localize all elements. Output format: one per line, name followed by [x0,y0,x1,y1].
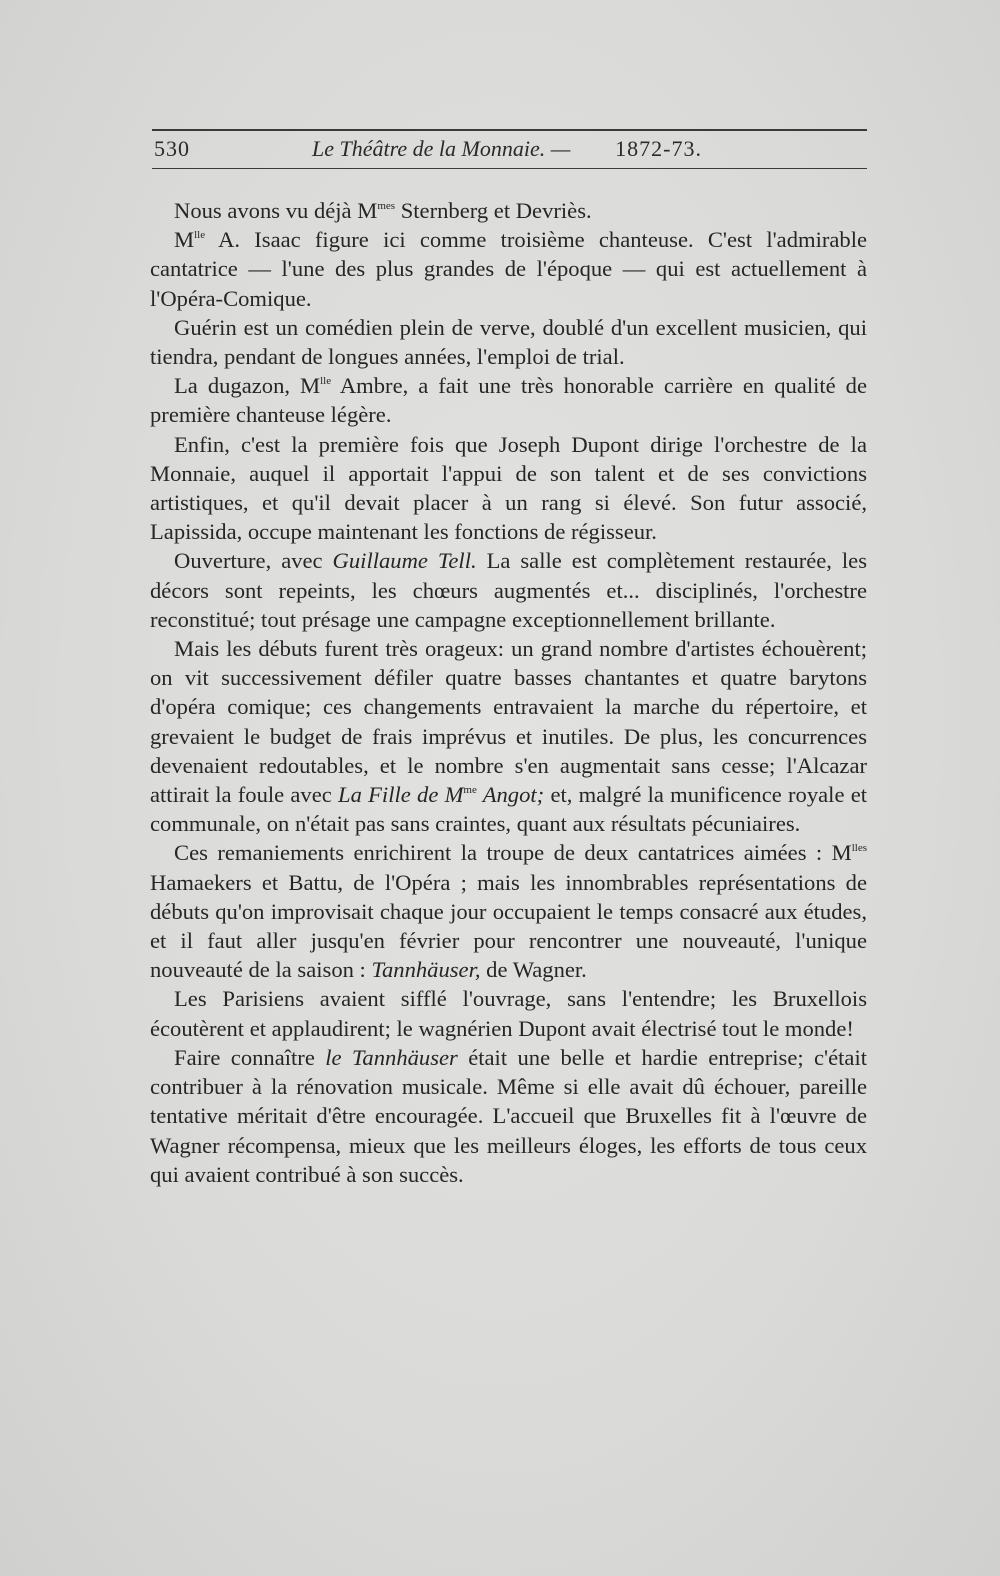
superscript: lle [194,229,206,242]
paragraph-8 [150,838,867,984]
text-run: Ces remaniements enrichirent la troupe de deux cantatrices aimées : M [174,840,852,866]
paragraph-5: Enfin, c'est la première fois que Joseph Dupont dirige l'orchestre de la Monnaie, auquel il apportait l'appui de son talent et de ses convictions artistiques, et qu'il devait placer à un rang si élevé. Son futur associé, Lapissida, occupe maintenant les fonctions de régisseur. [150,431,867,545]
italic-title: Angot; [476,782,545,808]
superscript: lle [320,375,332,388]
text-run: A. Isaac figure ici comme troisième chanteuse. C'est l'admirable cantatrice — l'une des plus grandes de l'époque — qui est actuellement à l'Opéra-Comique. [150,227,867,311]
text-run: La salle est complètement restaurée, les décors sont repeints, les chœurs augmentés et... disciplinés, l'orchestre reconstitué; tout présage une campagne exceptionnellement brillante. [150,548,867,632]
text-run: était une belle et hardie entreprise; c'était contribuer à la rénovation musicale. Même si elle avait dû échouer, pareille tentative méritait d'être encouragée. L'accueil que Bruxelles fit à l'œuvre de Wagner récompensa, mieux que les meilleurs éloges, les efforts de tous ceux qui avaient contribué à son succès. [150,1044,867,1187]
paragraph-9: Les Parisiens avaient sifflé l'ouvrage, sans l'entendre; les Bruxellois écoutèrent et applaudirent; le wagnérien Dupont avait électrisé tout le monde! [150,986,867,1041]
text-run: Ambre, a fait une très honorable carrière en qualité de première chanteuse légère. [150,373,867,428]
text-run: Nous avons vu déjà M [174,198,378,223]
text-run: M [174,227,195,253]
text-run: Hamaekers et Battu, de l'Opéra ; mais les innombrables représentations de débuts qu'on improvisait chaque jour occupaient le temps consacré aux études, et il faut aller jusqu'en février pour rencontrer une nouveauté, l'unique nouveauté de la saison : [150,869,867,983]
text-run: Ouverture, avec [174,548,333,574]
superscript: lles [851,842,867,855]
superscript: mes [377,200,396,212]
italic-title: Guillaume Tell. [332,548,477,574]
running-title: Le Théâtre de la Monnaie. — [312,136,571,161]
paragraph-1 [150,196,867,225]
italic-title: Tannhäuser, [371,957,481,983]
text-run: Faire connaître [174,1044,326,1070]
body-text [150,196,867,1189]
header-top-rule [152,129,867,131]
paragraph-2 [150,225,867,313]
paragraph-3: Guérin est un comédien plein de verve, doublé d'un excellent musicien, qui tiendra, pendant de longues années, l'emploi de trial. [150,314,867,370]
superscript: me [463,784,477,797]
paragraph-7 [150,634,867,838]
header-bottom-rule [152,168,867,169]
paragraph-4 [150,371,867,429]
text-run: et, malgré la munificence royale et communale, on n'était pas sans craintes, quant aux résultats pécuniaires. [150,782,868,837]
paragraph-10 [150,1043,867,1189]
text-run: La dugazon, M [174,373,321,399]
text-run: Mais les débuts furent très orageux: un grand nombre d'artistes échouèrent; on vit successivement défiler quatre basses chantantes et quatre barytons d'opéra comique; ces changements entravaient la marche du répertoire, et grevaient le budget de frais imprévus et inutiles. De plus, les concurrences devenaient redoutables, et le nombre s'en augmentait sans cesse; l'Alcazar attirait la foule avec [150,636,867,808]
italic-title: le Tannhäuser [325,1044,458,1070]
paragraph-6 [150,546,867,634]
italic-title: La Fille de M [338,782,464,808]
running-years: 1872-73. [615,136,702,161]
page-number: 530 [154,136,190,161]
text-run: Sternberg et Devriès. [395,198,592,223]
text-run: de Wagner. [480,957,587,983]
running-header [152,134,867,166]
